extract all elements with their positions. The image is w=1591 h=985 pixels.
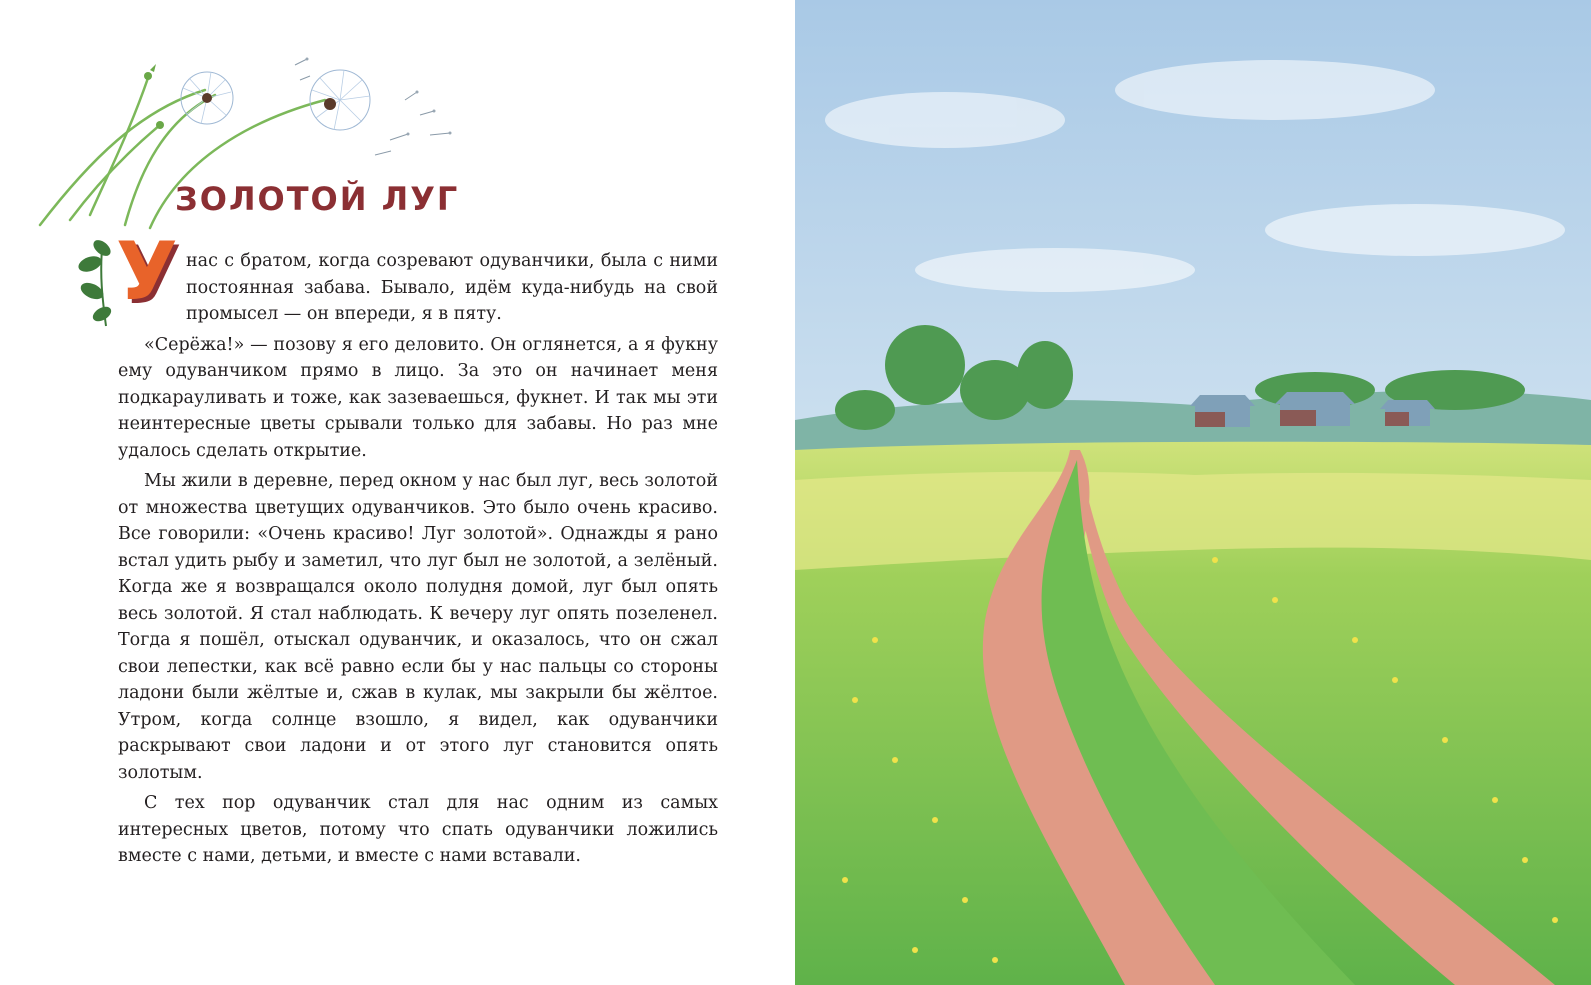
story-text	[118, 248, 718, 874]
text-page	[0, 0, 795, 985]
illustration-page	[795, 0, 1591, 985]
paragraph-1: нас с братом, когда созревают одуванчики, была с ними постоянная забава. Бывало, идём куда-нибудь на свой промысел — он впереди, я в пяту.	[186, 251, 718, 324]
paragraph-3: Мы жили в деревне, перед окном у нас был луг, весь золотой от множества цветущих одуванчиков. Это было очень красиво. Все говорили: «Очень красиво! Луг золотой». Однажды я рано встал удить рыбу и заметил, что луг был не золотой, а зелёный. Когда же я возвращался около полудня домой, луг был опять весь золотой. Я стал наблюдать. К вечеру луг опять позеленел. Тогда я пошёл, отыскал одуванчик, и оказалось, что он сжал свои лепестки, как всё равно если бы у нас пальцы со стороны ладони были жёлтые и, сжав в кулак, мы закрыли бы жёлтое. Утром, когда солнце взошло, я видел, как одуванчики раскрывают свои ладони и от этого луг становится опять золотым.	[118, 471, 718, 783]
meadow-illustration	[795, 0, 1591, 985]
paragraph-4: С тех пор одуванчик стал для нас одним из самых интересных цветов, потому что спать одуванчики ложились вместе с нами, детьми, и вместе с нами вставали.	[118, 793, 718, 866]
dropcap: У	[116, 225, 178, 318]
paragraph-2: «Серёжа!» — позову я его деловито. Он оглянется, а я фукну ему одуванчиком прямо в лицо. За это он начинает меня подкарауливать и тоже, как зазеваешься, фукнет. И так мы эти неинтересные цветы срывали только для забавы. Но раз мне удалось сделать открытие.	[118, 334, 718, 461]
page-title: ЗОЛОТОЙ ЛУГ	[175, 180, 460, 218]
